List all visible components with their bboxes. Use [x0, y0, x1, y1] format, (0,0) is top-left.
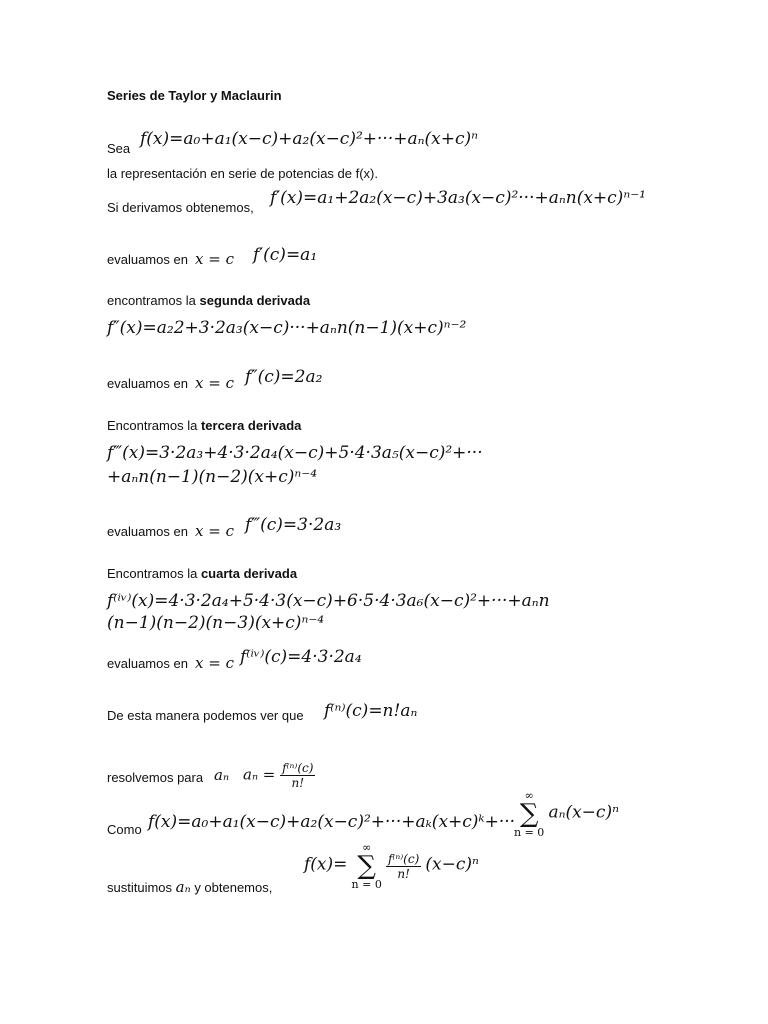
- intro-text: Encontramos la: [107, 566, 198, 581]
- cuarta-derivada-label: cuarta derivada: [200, 566, 298, 581]
- taylor-series-final: [304, 842, 479, 890]
- fourth-derivative-line-2: (n−1)(n−2)(n−3)(x+c)ⁿ⁻⁴: [107, 613, 325, 633]
- sigma-icon: ∑: [357, 851, 376, 881]
- x-equals-c-4: x = c: [195, 654, 234, 672]
- evaluate-label-1: evaluamos en: [107, 252, 188, 267]
- evaluate-label-4: evaluamos en: [107, 656, 188, 671]
- a-n-fraction: [280, 761, 315, 790]
- third-derivative-line-2: +aₙn(n−1)(n−2)(x+c)ⁿ⁻⁴: [107, 467, 318, 487]
- fourth-derivative-at-c: f⁽ⁱᵛ⁾(c)=4·3·2a₄: [240, 647, 362, 667]
- final-fraction-denominator: n!: [397, 866, 410, 881]
- summation-symbol: [514, 790, 544, 838]
- obtain-label: y obtenemos,: [194, 880, 273, 895]
- sea-label: Sea: [107, 141, 131, 156]
- first-derivative: f′(x)=a₁+2a₂(x−c)+3a₃(x−c)²···+aₙn(x+c)ⁿ⁻¹: [270, 188, 646, 208]
- pattern-intro: De esta manera podemos ver que: [107, 708, 304, 723]
- final-sum-lower: n = 0: [351, 878, 382, 891]
- sum-upper-limit: ∞: [524, 789, 534, 802]
- third-derivative-intro: [107, 418, 301, 433]
- final-sum-upper: ∞: [362, 841, 372, 854]
- tercera-derivada-label: tercera derivada: [200, 418, 302, 433]
- fourth-derivative-line-1: f⁽ⁱᵛ⁾(x)=4·3·2a₄+5·4·3(x−c)+6·5·4·3a₆(x−c)²+···+aₙn: [107, 591, 550, 611]
- second-derivative-at-c: f″(c)=2a₂: [245, 367, 323, 387]
- representation-text: la representación en serie de potencias de f(x).: [107, 166, 378, 181]
- intro-text: Encontramos la: [107, 418, 198, 433]
- third-derivative-at-c: f‴(c)=3·2a₃: [245, 515, 342, 535]
- function-definition: f(x)=a₀+a₁(x−c)+a₂(x−c)²+···+aₙ(x+c)ⁿ: [140, 129, 479, 149]
- x-equals-c-2: x = c: [195, 374, 234, 392]
- a-n-symbol-2: aₙ: [175, 878, 191, 896]
- solve-label: resolvemos para: [107, 770, 204, 785]
- a-n-lhs: aₙ =: [243, 765, 276, 784]
- nth-derivative-at-c: f⁽ⁿ⁾(c)=n!aₙ: [324, 701, 418, 721]
- final-summation: [352, 842, 382, 890]
- final-term: (x−c)ⁿ: [425, 854, 479, 875]
- series-expansion: f(x)=a₀+a₁(x−c)+a₂(x−c)²+···+aₖ(x+c)ᵏ+···: [148, 812, 516, 832]
- sigma-icon: ∑: [519, 799, 539, 829]
- series-sum: [514, 790, 619, 838]
- third-derivative-line-1: f‴(x)=3·2a₃+4·3·2a₄(x−c)+5·4·3a₅(x−c)²+···: [107, 443, 483, 463]
- substitute-line: [107, 878, 272, 896]
- a-n-symbol: aₙ: [214, 766, 230, 784]
- x-equals-c-3: x = c: [195, 522, 234, 540]
- a-n-equation: [243, 761, 315, 790]
- final-fraction: [386, 852, 421, 881]
- fraction-denominator: n!: [291, 776, 305, 790]
- page-title: Series de Taylor y Maclaurin: [107, 88, 282, 103]
- first-derivative-at-c: f′(c)=a₁: [253, 245, 318, 265]
- derive-intro: Si derivamos obtenemos,: [107, 200, 254, 215]
- evaluate-label-2: evaluamos en: [107, 376, 188, 391]
- sum-term: aₙ(x−c)ⁿ: [548, 802, 619, 823]
- segunda-derivada-label: segunda derivada: [199, 293, 311, 308]
- evaluate-label-3: evaluamos en: [107, 524, 188, 539]
- second-derivative-intro: [107, 293, 310, 308]
- final-lhs: f(x)=: [304, 854, 348, 875]
- como-label: Como: [107, 822, 142, 837]
- final-fraction-numerator: f⁽ⁿ⁾(c): [387, 851, 420, 866]
- fraction-numerator: f⁽ⁿ⁾(c): [282, 761, 314, 775]
- x-equals-c-1: x = c: [195, 250, 234, 268]
- intro-text: encontramos la: [107, 293, 196, 308]
- substitute-label: sustituimos: [107, 880, 173, 895]
- fourth-derivative-intro: [107, 566, 297, 581]
- sum-lower-limit: n = 0: [514, 826, 545, 839]
- second-derivative: f″(x)=a₂2+3·2a₃(x−c)···+aₙn(n−1)(x+c)ⁿ⁻²: [107, 318, 467, 338]
